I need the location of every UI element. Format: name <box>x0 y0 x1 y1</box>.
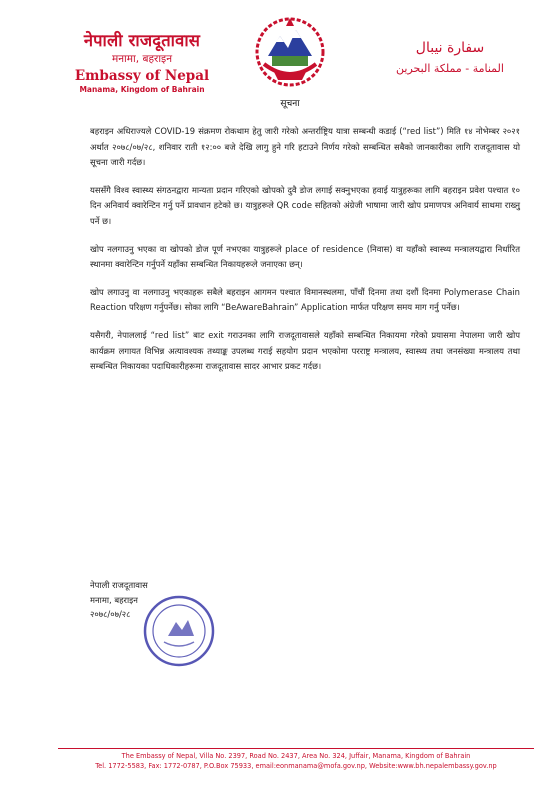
notice-paragraph: बहराइन अधिराज्यले COVID-19 संक्रमण रोकथाम हेतु जारी गरेको अन्तर्राष्ट्रिय यात्रा सम्बन्धी कडाई (“red list”) मिति १४ नोभेम्बर २०२१ अर्थात २०७८/०७/२८, शनिवार राती १२:०० बजे देखि लागु हुने गरि हटाउने निर्णय गरेको सम्बन्धित सबैको जानकारीका लागि राजदूतावास यो सूचना जारी गर्दछ। <box>90 126 520 168</box>
embassy-name-nepali: नेपाली राजदूतावास <box>83 31 201 50</box>
notice-label: सूचना <box>280 99 300 109</box>
notice-body <box>90 124 520 387</box>
embassy-name-english: Embassy of Nepal <box>74 68 210 84</box>
footer <box>58 752 534 771</box>
footer-divider <box>58 748 534 749</box>
notice-paragraph: यससँगै विश्व स्वास्थ्य संगठनद्वारा मान्यता प्रदान गरिएको खोपको दुवै डोज लगाई सक्नुभएका हवाई यात्रुहरूका लागि बहराइन प्रवेश पश्चात १० दिन अनिवार्य क्वारेन्टिन गर्नु पर्ने प्रावधान हटेको छ। यात्रुहरूले QR code सहितको अंग्रेजी भाषामा जारी खोप प्रमाणपत्र अनिवार्य साथमा राख्नु पर्ने छ। <box>90 184 520 226</box>
embassy-location-arabic: المنامة - مملكة البحرين <box>396 62 504 75</box>
embassy-letterhead-right <box>370 40 530 75</box>
embassy-location-english: Manama, Kingdom of Bahrain <box>79 85 205 94</box>
notice-paragraph: खोप नलगाउनु भएका वा खोपको डोज पूर्ण नभएका यात्रुहरूले place of residence (निवास) वा यहाँको स्वास्थ्य मन्त्रालयद्वारा निर्धारित स्थानमा क्वारेन्टिन गर्नुपर्ने यहाँका सम्बन्धित निकायहरूले जनाएका छन्। <box>90 243 520 270</box>
signature-line-place: मनामा, बहराइन <box>90 594 138 605</box>
footer-address: The Embassy of Nepal, Villa No. 2397, Road No. 2437, Area No. 324, Juffair, Manama, Kingdom of Bahrain <box>121 752 471 760</box>
signature-line-date: २०७८/०७/२८ <box>90 609 131 619</box>
embassy-name-arabic: سفارة نيبال <box>415 40 485 56</box>
signature-line-name: नेपाली राजदूतावास <box>90 580 148 590</box>
notice-paragraph: खोप लगाउनु वा नलगाउनु भएकाहरू सबैले बहराइन आगमन पश्चात विमानस्थलमा, पाँचौं दिनमा तथा दशौं दिनमा Polymerase Chain Reaction परिक्षण गर्नुपर्नेछ। सोका लागि “BeAwareBahrain” Application मार्फत परिक्षण समय माग गर्नु पर्नेछ। <box>90 286 520 313</box>
notice-paragraph: यसैगरी, नेपाललाई “red list” बाट exit गराउनका लागि राजदूतावासले यहाँको सम्बन्धित निकायमा गरेको प्रयासमा नेपालमा जारी खोप कार्यक्रम लगायत विभिन्न अत्यावश्यक तथ्याङ्क उपलब्ध गराई सहयोग प्रदान भएकोमा परराष्ट्र मन्त्रालय, स्वास्थ्य तथा जनसंख्या मन्त्रालय तथा सम्बन्धित निकायका पदाधिकारीहरूमा राजदूतावास सादर आभार प्रकट गर्दछ। <box>90 329 520 372</box>
footer-contact: Tel. 1772-5583, Fax: 1772-0787, P.O.Box 75933, email:eonmanama@mofa.gov.np, Website:www.bh.nepalembassy.gov.np <box>95 761 497 770</box>
official-stamp-icon <box>140 592 218 670</box>
nepal-emblem-icon <box>254 14 326 90</box>
embassy-letterhead-left <box>62 28 222 94</box>
embassy-location-nepali: मनामा, बहराइन <box>111 53 173 65</box>
